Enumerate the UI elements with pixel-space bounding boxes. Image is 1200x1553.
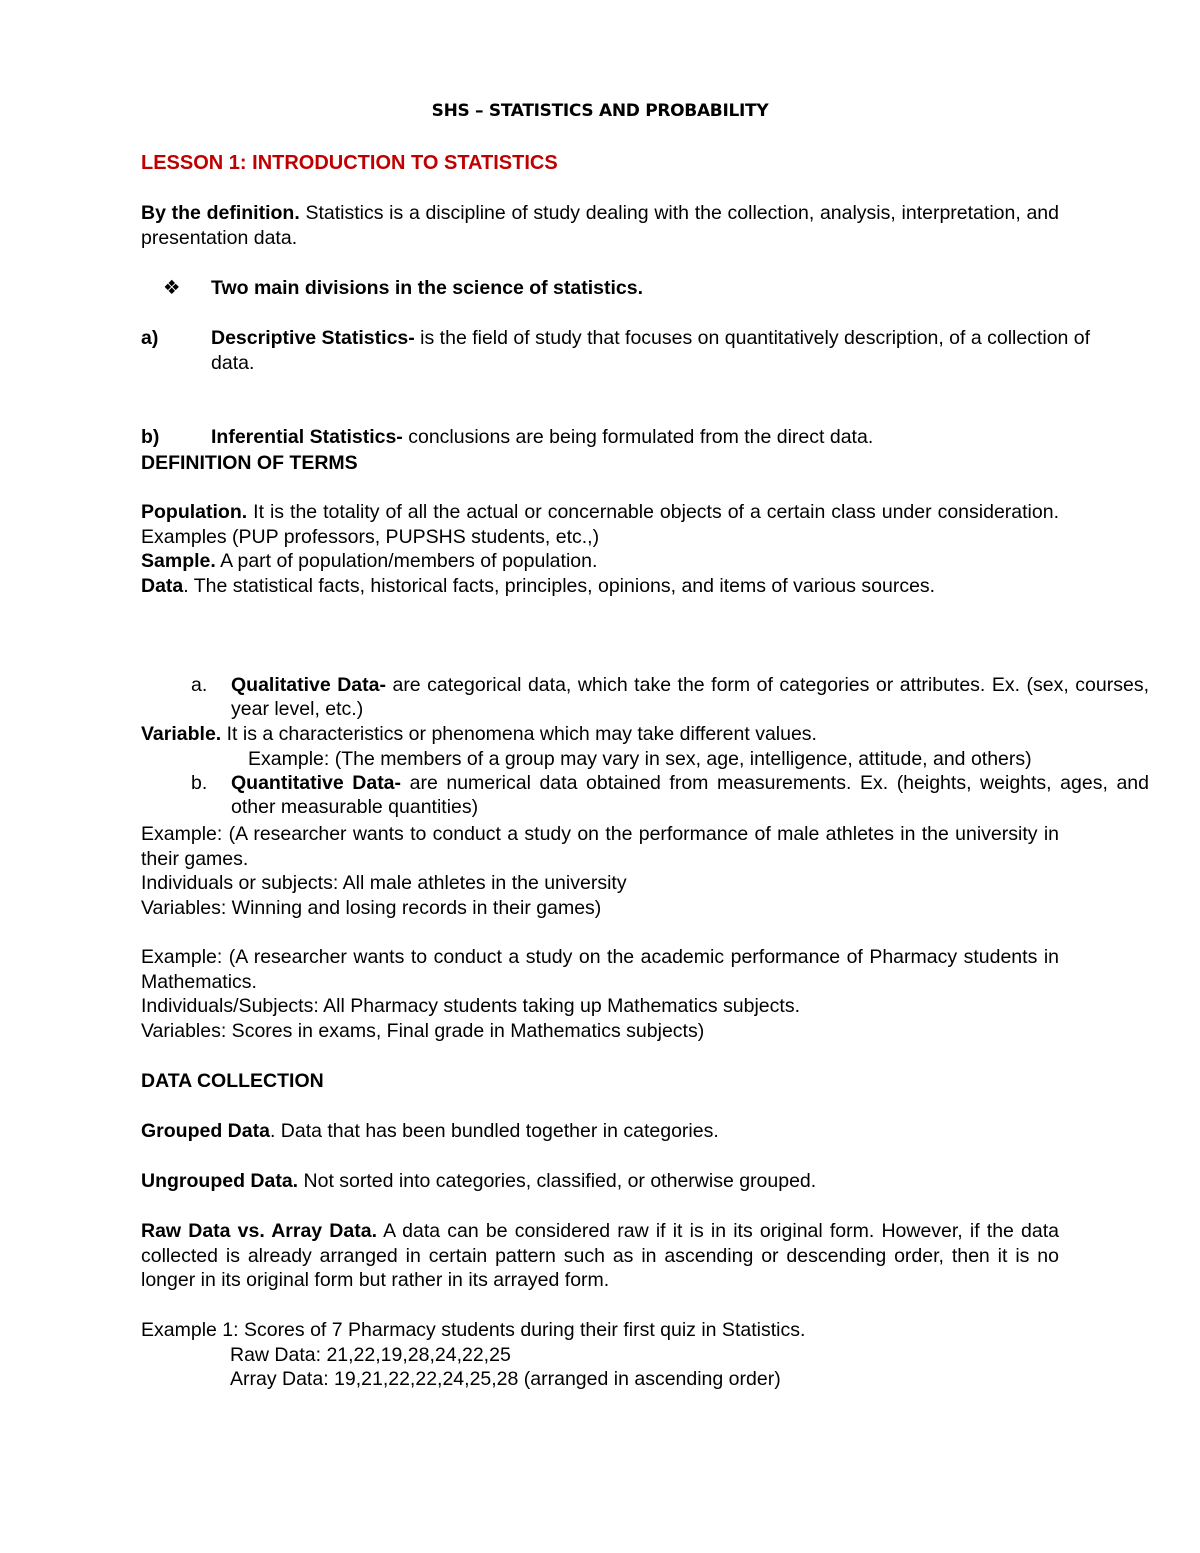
ungrouped-data-definition bbox=[141, 1169, 1059, 1194]
example-variables: Variables: Scores in exams, Final grade in Mathematics subjects) bbox=[141, 1019, 705, 1042]
sample-definition bbox=[141, 549, 1059, 574]
raw-vs-array-definition bbox=[141, 1219, 1059, 1293]
population-text: It is the totality of all the actual or concernable objects of a certain class under consideration. Examples (PUP professors, PUPSHS students, etc.,) bbox=[141, 501, 1059, 548]
data-type-text: are numerical data obtained from measurements. Ex. (heights, weights, ages, and other measurable quantities) bbox=[231, 771, 1149, 818]
variable-example: Example: (The members of a group may vary in sex, age, intelligence, attitude, and others) bbox=[248, 748, 1032, 770]
data-type-label: Qualitative Data- bbox=[231, 673, 386, 696]
raw-vs-array-text: A data can be considered raw if it is in its original form. However, if the data collected is already arranged in certain pattern such as in ascending or descending order, then it is no longer in its original form but rather in its arrayed form. bbox=[141, 1220, 1059, 1291]
qualitative-data-item bbox=[141, 673, 1149, 722]
scores-example bbox=[141, 1318, 1059, 1392]
data-definition bbox=[141, 574, 1059, 599]
sample-text: A part of population/members of population. bbox=[215, 550, 598, 572]
data-type-label: Quantitative Data- bbox=[231, 771, 402, 794]
example-subjects: Individuals or subjects: All male athletes in the university bbox=[141, 872, 627, 894]
population-definition bbox=[141, 500, 1059, 549]
division-marker: a) bbox=[141, 327, 159, 349]
example-lead: Example: (A researcher wants to conduct a study on the performance of male athletes in the university in their games. bbox=[141, 823, 1059, 870]
data-label: Data bbox=[141, 575, 184, 597]
data-type-text: are categorical data, which take the form of categories or attributes. Ex. (sex, courses, year level, etc.) bbox=[231, 673, 1149, 720]
variable-label: Variable. bbox=[141, 723, 222, 745]
ungrouped-label: Ungrouped Data. bbox=[141, 1170, 299, 1192]
example-pharmacy bbox=[141, 945, 1059, 1043]
example-athletes bbox=[141, 822, 1059, 920]
ungrouped-text: Not sorted into categories, classified, or otherwise grouped. bbox=[298, 1170, 817, 1192]
variable-text: It is a characteristics or phenomena which may take different values. bbox=[221, 723, 817, 745]
data-text: . The statistical facts, historical facts, principles, opinions, and items of various sources. bbox=[183, 575, 936, 597]
array-data-line: Array Data: 19,21,22,22,24,25,28 (arranged in ascending order) bbox=[230, 1368, 781, 1390]
division-text: is the field of study that focuses on quantitatively description, of a collection of data. bbox=[211, 327, 1091, 374]
raw-data-line: Raw Data: 21,22,19,28,24,22,25 bbox=[230, 1343, 511, 1366]
data-type-marker: a. bbox=[191, 673, 208, 696]
document-title: SHS – STATISTICS AND PROBABILITY bbox=[431, 101, 769, 121]
lesson-heading: LESSON 1: INTRODUCTION TO STATISTICS bbox=[141, 152, 558, 174]
division-text: conclusions are being formulated from the direct data. bbox=[402, 426, 874, 448]
example-variables: Variables: Winning and losing records in their games) bbox=[141, 896, 602, 919]
definition-label: By the definition. bbox=[141, 202, 300, 224]
grouped-label: Grouped Data bbox=[141, 1120, 270, 1142]
quantitative-data-item bbox=[141, 771, 1149, 820]
scores-example-lead: Example 1: Scores of 7 Pharmacy students during their first quiz in Statistics. bbox=[141, 1319, 806, 1341]
division-item-descriptive bbox=[141, 326, 1129, 375]
example-subjects: Individuals/Subjects: All Pharmacy students taking up Mathematics subjects. bbox=[141, 995, 800, 1017]
division-label: Inferential Statistics- bbox=[211, 426, 403, 448]
division-item-inferential bbox=[141, 425, 1129, 450]
population-label: Population. bbox=[141, 501, 248, 523]
sample-label: Sample. bbox=[141, 550, 216, 572]
division-label: Descriptive Statistics- bbox=[211, 327, 415, 349]
raw-vs-array-label: Raw Data vs. Array Data. bbox=[141, 1220, 377, 1242]
definition-paragraph bbox=[141, 201, 1059, 250]
data-type-marker: b. bbox=[191, 771, 208, 794]
divisions-heading: Two main divisions in the science of statistics. bbox=[211, 277, 643, 299]
variable-definition bbox=[141, 722, 1059, 747]
grouped-data-definition bbox=[141, 1119, 1059, 1144]
diamond-bullet-icon: ❖ bbox=[163, 277, 181, 299]
terms-heading: DEFINITION OF TERMS bbox=[141, 452, 358, 474]
collection-heading: DATA COLLECTION bbox=[141, 1070, 324, 1092]
example-lead: Example: (A researcher wants to conduct a study on the academic performance of Pharmacy students in Mathematics. bbox=[141, 946, 1059, 993]
division-marker: b) bbox=[141, 426, 160, 448]
grouped-text: . Data that has been bundled together in categories. bbox=[269, 1120, 719, 1142]
definition-text: Statistics is a discipline of study dealing with the collection, analysis, interpretation, and presentation data. bbox=[141, 202, 1059, 249]
